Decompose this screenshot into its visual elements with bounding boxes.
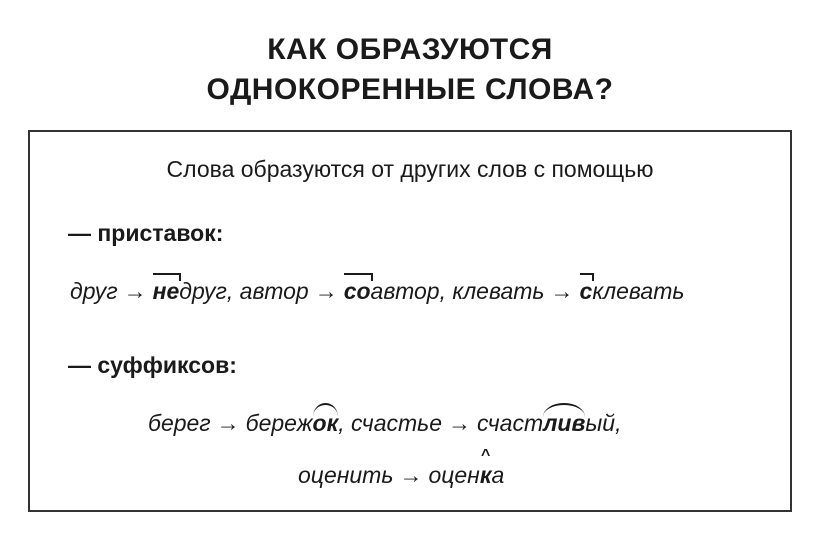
example-ending: а [491, 462, 505, 488]
suffix-morpheme: ок [312, 410, 339, 436]
example-base: берег [148, 410, 211, 436]
example-stem: береж [245, 410, 313, 436]
title-line-2: ОДНОКОРЕННЫЕ СЛОВА? [206, 73, 614, 106]
arrow-icon: → [216, 410, 240, 436]
suffixes-heading: — суффиксов: [68, 352, 237, 378]
arrow-icon: → [123, 278, 147, 304]
arrow-icon: → [448, 410, 472, 436]
arrow-icon: → [399, 462, 423, 488]
example-base: друг [70, 278, 118, 304]
suffix-hat-icon: ^ [480, 447, 491, 464]
example-stem: счаст [477, 410, 544, 436]
suffix-morpheme-single [479, 447, 492, 489]
rule-box [28, 130, 792, 512]
prefix-examples-line [70, 278, 684, 305]
suffix-letter: к [479, 462, 492, 488]
suffix-examples-line-1 [148, 410, 621, 437]
prefix-morpheme: со [343, 278, 371, 304]
example-base: автор [239, 278, 309, 304]
example-ending: ый [585, 410, 616, 436]
suffix-examples-line-2 [298, 447, 505, 489]
example-base: клевать [452, 278, 545, 304]
example-rest: автор [370, 278, 440, 304]
arrow-icon: → [314, 278, 338, 304]
example-base: счастье [351, 410, 443, 436]
separator: , [338, 410, 345, 436]
title-line-1: КАК ОБРАЗУЮТСЯ [267, 33, 553, 66]
example-stem: оцен [428, 462, 480, 488]
example-base: оценить [298, 462, 394, 488]
example-rest: клевать [592, 278, 685, 304]
separator: , [615, 410, 622, 436]
prefix-morpheme: с [579, 278, 593, 304]
suffix-morpheme: лив [543, 410, 586, 436]
example-rest: друг [179, 278, 227, 304]
prefixes-heading: — приставок: [68, 220, 224, 246]
prefix-morpheme: не [152, 278, 180, 304]
separator: , [226, 278, 234, 304]
separator: , [439, 278, 446, 304]
arrow-icon: → [550, 278, 574, 304]
page-title [0, 30, 820, 110]
intro-text: Слова образуются от других слов с помощью [166, 156, 654, 182]
